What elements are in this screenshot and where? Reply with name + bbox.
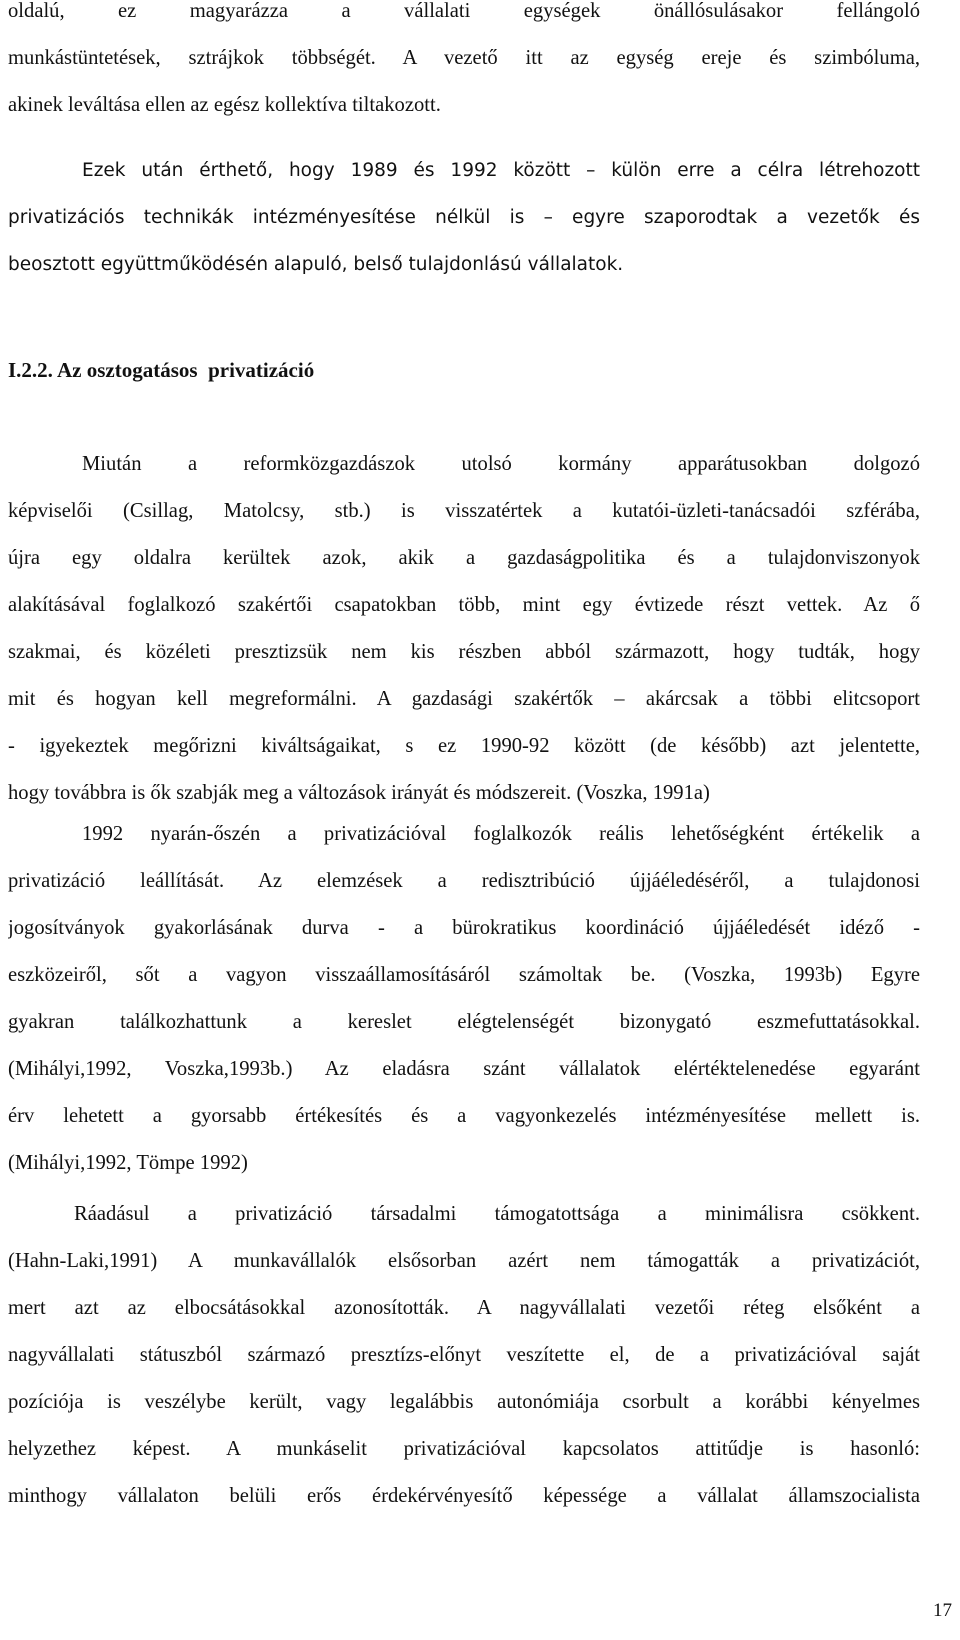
text-line: újra egy oldalra kerültek azok, akik a gazdaságpolitika és a tulajdonviszonyok xyxy=(8,547,920,569)
text-line: Ráadásul a privatizáció társadalmi támogatottsága a minimálisra csökkent. xyxy=(74,1203,920,1225)
text-line: szakmai, és közéleti presztizsük nem kis részben abból származott, hogy tudták, hogy xyxy=(8,641,920,663)
text-line: eszközeiről, sőt a vagyon visszaállamosításáról számoltak be. (Voszka, 1993b) Egyre xyxy=(8,964,920,986)
text-line: Miután a reformközgazdászok utolsó kormány apparátusokban dolgozó xyxy=(82,453,920,475)
text-line: beosztott együttműködésén alapuló, belső tulajdonlású vállalatok. xyxy=(8,254,624,275)
text-line: mert azt az elbocsátásokkal azonosították. A nagyvállalati vezetői réteg elsőként a xyxy=(8,1297,920,1319)
page-number: 17 xyxy=(933,1600,952,1621)
text-line: hogy továbbra is ők szabják meg a változások irányát és módszereit. (Voszka, 1991a) xyxy=(8,782,710,804)
text-line: pozíciója is veszélybe került, vagy legalábbis autonómiája csorbult a korábbi kényelmes xyxy=(8,1391,920,1413)
text-line: érv lehetett a gyorsabb értékesítés és a vagyonkezelés intézményesítése mellett is. xyxy=(8,1105,920,1127)
text-line: (Mihályi,1992, Tömpe 1992) xyxy=(8,1152,248,1174)
paragraph-2 xyxy=(8,811,920,1187)
paragraph-3 xyxy=(8,1191,920,1520)
text-line: jogosítványok gyakorlásának durva - a bürokratikus koordináció újjáéledését idéző - xyxy=(8,917,920,939)
document-page xyxy=(8,0,920,1640)
paragraph-intro xyxy=(8,0,920,129)
text-line: alakításával foglalkozó szakértői csapatokban több, mint egy évtizede részt vettek. Az ő xyxy=(8,594,920,616)
paragraph-1 xyxy=(8,441,920,817)
text-line: nagyvállalati státuszból származó presztízs-előnyt veszítette el, de a privatizációval saját xyxy=(8,1344,920,1366)
text-line: (Hahn-Laki,1991) A munkavállalók elsősorban azért nem támogatták a privatizációt, xyxy=(8,1250,920,1272)
text-line: - igyekeztek megőrizni kiváltságaikat, s ez 1990-92 között (de később) azt jelentette, xyxy=(8,735,920,757)
text-line: (Mihályi,1992, Voszka,1993b.) Az eladásra szánt vállalatok elértéktelenedése egyaránt xyxy=(8,1058,920,1080)
text-line: akinek leváltása ellen az egész kollektíva tiltakozott. xyxy=(8,94,441,116)
text-line: gyakran találkozhattunk a kereslet elégtelenségét bizonygató eszmefuttatásokkal. xyxy=(8,1011,920,1033)
text-line: minthogy vállalaton belüli erős érdekérvényesítő képessége a vállalat államszocialista xyxy=(8,1485,920,1507)
text-line: mit és hogyan kell megreformálni. A gazdasági szakértők – akárcsak a többi elitcsoport xyxy=(8,688,920,710)
text-line: oldalú, ez magyarázza a vállalati egységek önállósulásakor fellángoló xyxy=(8,0,920,22)
text-line: privatizációs technikák intézményesítése nélkül is – egyre szaporodtak a vezetők és xyxy=(8,207,920,228)
paragraph-sans xyxy=(8,147,920,288)
text-line: privatizáció leállítását. Az elemzések a redisztribúció újjáéledéséről, a tulajdonosi xyxy=(8,870,920,892)
section-heading: I.2.2. Az osztogatásos privatizáció xyxy=(8,358,315,382)
text-line: Ezek után érthető, hogy 1989 és 1992 között – külön erre a célra létrehozott xyxy=(82,160,920,181)
text-line: 1992 nyarán-őszén a privatizációval foglalkozók reális lehetőségként értékelik a xyxy=(82,823,920,845)
text-line: helyzethez képest. A munkáselit privatizációval kapcsolatos attitűdje is hasonló: xyxy=(8,1438,920,1460)
text-line: munkástüntetések, sztrájkok többségét. A vezető itt az egység ereje és szimbóluma, xyxy=(8,47,920,69)
text-line: képviselői (Csillag, Matolcsy, stb.) is visszatértek a kutatói-üzleti-tanácsadói szférába, xyxy=(8,500,920,522)
